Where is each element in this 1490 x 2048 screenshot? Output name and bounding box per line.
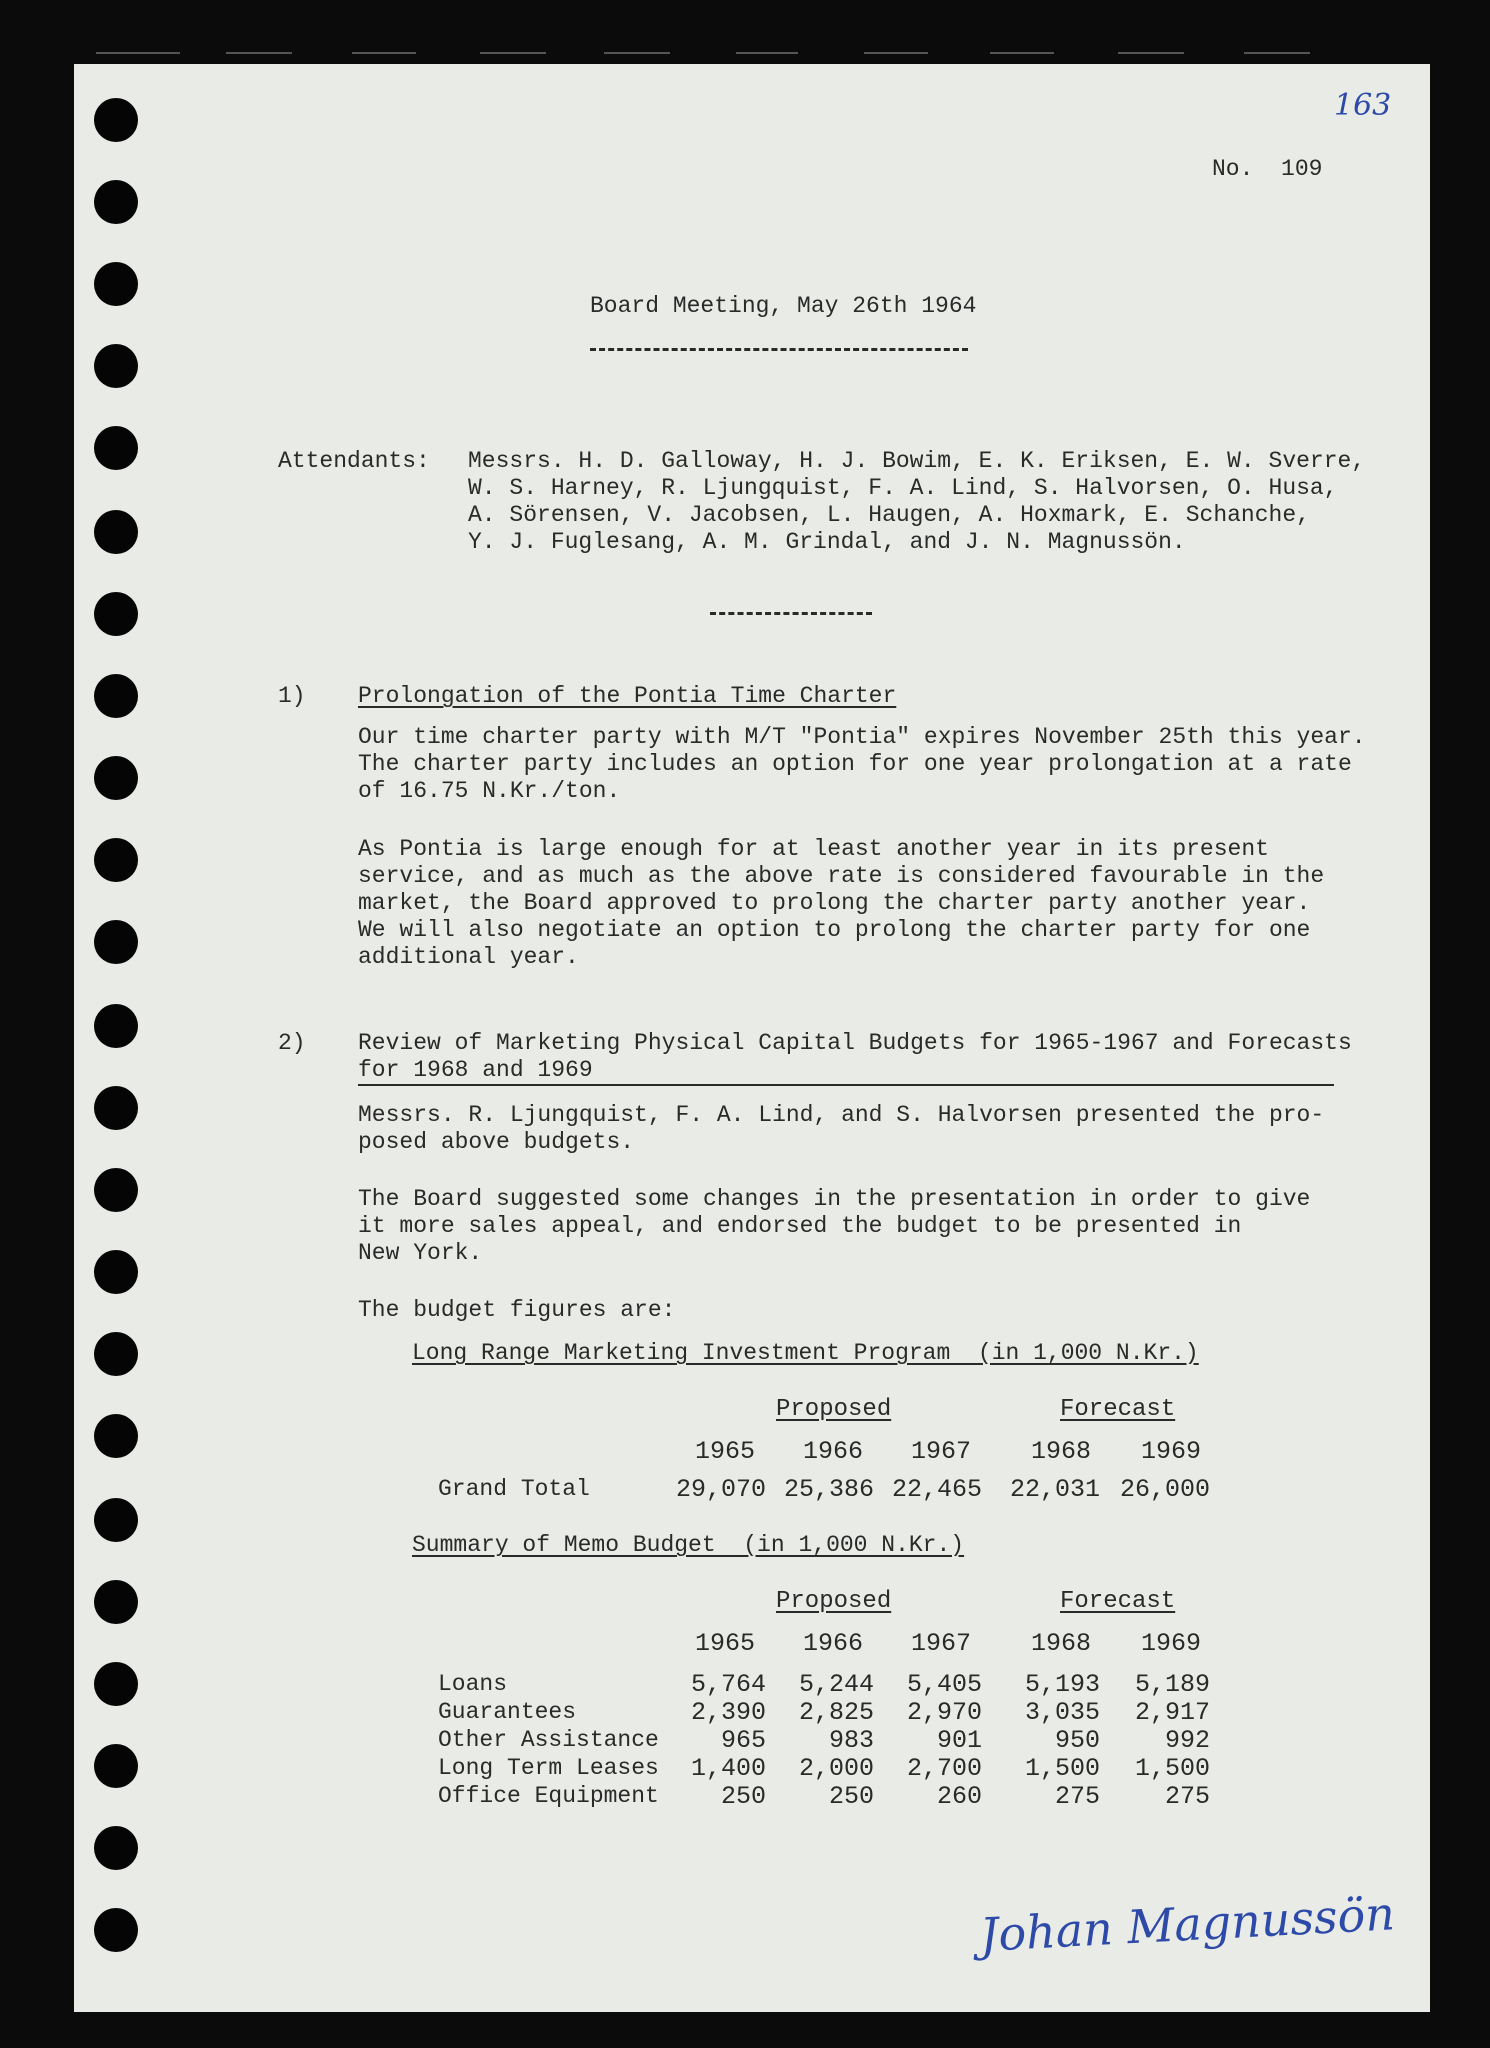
table-2-row-label: Office Equipment <box>438 1783 659 1809</box>
table-2-cell: 5,189 <box>1134 1670 1210 1699</box>
item-1-text: As Pontia is large enough for at least another year in its present <box>358 836 1269 862</box>
binder-hole <box>94 1908 138 1952</box>
table-2-year: 1966 <box>802 1629 863 1658</box>
binder-hole <box>94 1414 138 1458</box>
binder-hole <box>94 1826 138 1870</box>
item-2-text: New York. <box>358 1240 483 1266</box>
table-2-title: Summary of Memo Budget (in 1,000 N.Kr.) <box>412 1532 965 1558</box>
attendants-label: Attendants: <box>278 448 430 474</box>
item-2-text: The budget figures are: <box>358 1297 676 1323</box>
attendants-line: A. Sörensen, V. Jacobsen, L. Haugen, A. Hoxmark, E. Schanche, <box>468 502 1310 528</box>
edge-mark <box>736 52 798 54</box>
edge-mark <box>480 52 546 54</box>
table-2-cell: 5,405 <box>906 1670 982 1699</box>
binder-hole <box>94 180 138 224</box>
item-1-heading: Prolongation of the Pontia Time Charter <box>358 683 897 709</box>
table-2-year: 1969 <box>1140 1629 1201 1658</box>
binder-hole <box>94 1332 138 1376</box>
binder-hole <box>94 262 138 306</box>
page-number-handwritten: 163 <box>1334 88 1392 123</box>
item-1-text: service, and as much as the above rate is considered favourable in the <box>358 863 1325 889</box>
table-2-cell: 901 <box>936 1726 982 1755</box>
item-2-text: posed above budgets. <box>358 1129 635 1155</box>
table-2-cell: 992 <box>1164 1726 1210 1755</box>
table-2-row-label: Long Term Leases <box>438 1755 659 1781</box>
table-2-cell: 5,244 <box>798 1670 874 1699</box>
binder-hole <box>94 1086 138 1130</box>
table-2-row-label: Loans <box>438 1671 508 1697</box>
table-2-cell: 965 <box>720 1726 766 1755</box>
table-2-row-label: Other Assistance <box>438 1727 659 1753</box>
table-1-cell: 25,386 <box>783 1475 874 1504</box>
table-2-cell: 250 <box>828 1782 874 1811</box>
edge-mark <box>1118 52 1184 54</box>
table-2-cell: 950 <box>1054 1726 1100 1755</box>
item-2-heading: Review of Marketing Physical Capital Budgets for 1965-1967 and Forecasts <box>358 1030 1352 1056</box>
binder-hole <box>94 592 138 636</box>
table-2-cell: 250 <box>720 1782 766 1811</box>
edge-mark <box>1244 52 1310 54</box>
table-2-cell: 2,700 <box>906 1754 982 1783</box>
table-2-cell: 3,035 <box>1024 1698 1100 1727</box>
table-1-year: 1967 <box>910 1437 971 1466</box>
table-2-cell: 275 <box>1164 1782 1210 1811</box>
table-2-cell: 260 <box>936 1782 982 1811</box>
table-1-group-proposed: Proposed <box>776 1396 892 1423</box>
table-2-cell: 5,764 <box>690 1670 766 1699</box>
table-2-cell: 5,193 <box>1024 1670 1100 1699</box>
table-2-group-proposed: Proposed <box>776 1588 892 1615</box>
table-2-cell: 1,400 <box>690 1754 766 1783</box>
table-2-cell: 2,000 <box>798 1754 874 1783</box>
item-2-text: The Board suggested some changes in the presentation in order to give <box>358 1186 1311 1212</box>
item-1-text: We will also negotiate an option to prolong the charter party for one <box>358 917 1311 943</box>
item-1-text: of 16.75 N.Kr./ton. <box>358 778 621 804</box>
binder-hole <box>94 920 138 964</box>
table-1-year: 1968 <box>1030 1437 1091 1466</box>
binder-hole <box>94 1662 138 1706</box>
table-2-cell: 983 <box>828 1726 874 1755</box>
binder-hole <box>94 426 138 470</box>
binder-hole <box>94 98 138 142</box>
attendants-line: Y. J. Fuglesang, A. M. Grindal, and J. N. Magnussön. <box>468 529 1186 555</box>
table-2-cell: 1,500 <box>1134 1754 1210 1783</box>
table-2-cell: 2,970 <box>906 1698 982 1727</box>
table-1-cell: 22,465 <box>891 1475 982 1504</box>
item-2-number: 2) <box>278 1030 306 1056</box>
table-1-year: 1969 <box>1140 1437 1201 1466</box>
table-2-year: 1968 <box>1030 1629 1091 1658</box>
signature: Johan Magnussön <box>978 1886 1397 1962</box>
binder-hole <box>94 510 138 554</box>
edge-mark <box>864 52 928 54</box>
table-1-year: 1966 <box>802 1437 863 1466</box>
item-1-text: market, the Board approved to prolong the charter party another year. <box>358 890 1311 916</box>
table-2-group-forecast: Forecast <box>1060 1588 1176 1615</box>
table-2-year: 1967 <box>910 1629 971 1658</box>
item-1-text: The charter party includes an option for one year prolongation at a rate <box>358 751 1352 777</box>
table-1-cell: 29,070 <box>675 1475 766 1504</box>
item-1-text: Our time charter party with M/T "Pontia" expires November 25th this year. <box>358 724 1366 750</box>
document-number: No. 109 <box>1212 156 1323 182</box>
binder-hole <box>94 1168 138 1212</box>
table-2-cell: 2,917 <box>1134 1698 1210 1727</box>
edge-mark <box>96 52 180 54</box>
table-2-cell: 2,390 <box>690 1698 766 1727</box>
edge-mark <box>604 52 670 54</box>
table-2-cell: 1,500 <box>1024 1754 1100 1783</box>
binder-hole <box>94 344 138 388</box>
binder-hole <box>94 1744 138 1788</box>
table-1-cell: 26,000 <box>1119 1475 1210 1504</box>
item-2-text: it more sales appeal, and endorsed the budget to be presented in <box>358 1213 1242 1239</box>
edge-mark <box>352 52 416 54</box>
table-2-cell: 275 <box>1054 1782 1100 1811</box>
table-1-group-forecast: Forecast <box>1060 1396 1176 1423</box>
table-1-cell: 22,031 <box>1009 1475 1100 1504</box>
binder-hole <box>94 1498 138 1542</box>
table-2-cell: 2,825 <box>798 1698 874 1727</box>
attendants-line: Messrs. H. D. Galloway, H. J. Bowim, E. K. Eriksen, E. W. Sverre, <box>468 448 1366 474</box>
binder-hole <box>94 674 138 718</box>
table-1-year: 1965 <box>694 1437 755 1466</box>
attendants-line: W. S. Harney, R. Ljungquist, F. A. Lind, S. Halvorsen, O. Husa, <box>468 475 1338 501</box>
item-1-text: additional year. <box>358 944 579 970</box>
binder-hole <box>94 838 138 882</box>
item-1-number: 1) <box>278 683 306 709</box>
table-2-year: 1965 <box>694 1629 755 1658</box>
section-divider <box>710 612 872 615</box>
page-title: Board Meeting, May 26th 1964 <box>590 293 977 319</box>
table-2-row-label: Guarantees <box>438 1699 577 1725</box>
edge-mark <box>226 52 292 54</box>
table-1-row-label: Grand Total <box>438 1476 590 1502</box>
table-1-title: Long Range Marketing Investment Program (in 1,000 N.Kr.) <box>412 1340 1199 1366</box>
item-2-text: Messrs. R. Ljungquist, F. A. Lind, and S. Halvorsen presented the pro- <box>358 1102 1325 1128</box>
binder-hole <box>94 1580 138 1624</box>
binder-hole <box>94 1250 138 1294</box>
binder-hole <box>94 1004 138 1048</box>
title-dashed-rule <box>590 348 968 351</box>
binder-hole <box>94 756 138 800</box>
item-2-heading: for 1968 and 1969 <box>358 1057 593 1083</box>
item-2-heading-rule <box>358 1084 1334 1086</box>
edge-mark <box>990 52 1054 54</box>
